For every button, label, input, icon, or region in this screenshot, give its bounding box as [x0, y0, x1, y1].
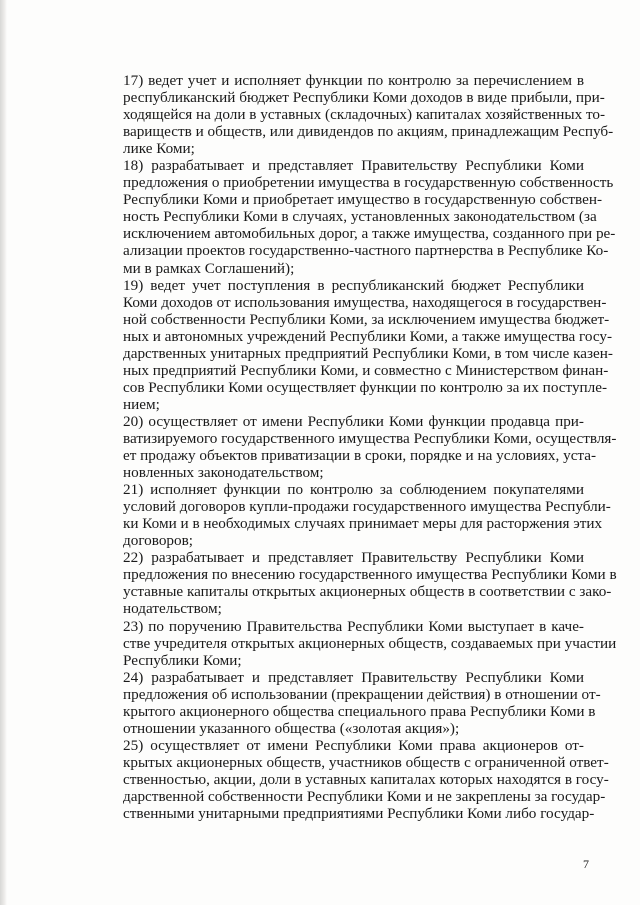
text-line: предложения по внесению государственного имущества Республики Коми в: [123, 566, 617, 584]
text-line: 23) по поручению Правительства Республики Коми выступает в каче-: [123, 617, 584, 635]
text-line: ми в рамках Соглашений);: [123, 259, 295, 277]
text-line: ственностью, акции, доли в уставных капиталах которых находятся в госу-: [123, 770, 609, 788]
paragraph-18: [91, 157, 616, 277]
page-number: 7: [583, 857, 589, 871]
text-line: 19) ведет учет поступления в республиканский бюджет Республики: [123, 276, 584, 294]
text-line: ходящейся на доли в уставных (складочных) капиталах хозяйственных то-: [123, 106, 606, 124]
text-line: крытого акционерного общества специального права Республики Коми в: [123, 702, 596, 720]
text-line: дарственной собственности Республики Коми и не закреплены за государ-: [123, 787, 606, 805]
text-line: 25) осуществляет от имени Республики Коми права акционеров от-: [123, 736, 584, 754]
text-line: ных и автономных учреждений Республики Коми, а также имущества госу-: [123, 327, 613, 345]
text-line: ность Республики Коми в случаях, установленных законодательством (за: [123, 208, 597, 226]
text-line: крытых акционерных обществ, участников обществ с ограниченной ответ-: [123, 753, 609, 771]
paragraph-23: [91, 617, 617, 669]
text-line: 17) ведет учет и исполняет функции по контролю за перечислением в: [123, 72, 584, 89]
text-line: дарственных унитарных предприятий Республики Коми, в том числе казен-: [123, 344, 613, 362]
text-line: республиканский бюджет Республики Коми доходов в виде прибыли, при-: [123, 89, 605, 107]
text-line: отношении указанного общества («золотая акция»);: [123, 719, 460, 737]
paragraph-19: [91, 276, 613, 413]
text-line: Коми доходов от использования имущества, находящегося в государствен-: [123, 293, 607, 311]
text-line: сов Республики Коми осуществляет функции по контролю за их поступле-: [123, 378, 608, 396]
text-line: нодательством;: [123, 600, 222, 618]
text-line: 18) разрабатывает и представляет Правительству Республики Коми: [123, 157, 584, 175]
paragraph-20: [91, 412, 617, 482]
text-line: условий договоров купли-продажи государственного имущества Республи-: [123, 498, 611, 516]
text-line: стве учредителя открытых акционерных обществ, создаваемых при участии: [123, 634, 617, 652]
paragraph-24: [91, 668, 601, 737]
text-line: предложения об использовании (прекращении действия) в отношении от-: [123, 685, 601, 703]
text-line: ки Коми и в необходимых случаях принимает меры для расторжения этих: [123, 515, 603, 533]
text-line: ственными унитарными предприятиями Республики Коми либо государ-: [123, 805, 595, 823]
text-line: лике Коми;: [123, 140, 195, 158]
text-line: предложения о приобретении имущества в государственную собственность: [123, 174, 614, 192]
text-line: уставные капиталы открытых акционерных обществ в соответствии с зако-: [123, 583, 612, 601]
text-line: 20) осуществляет от имени Республики Коми функции продавца при-: [123, 412, 584, 430]
text-line: 21) исполняет функции по контролю за соблюдением покупателями: [123, 481, 584, 499]
text-line: Республики Коми;: [123, 651, 242, 669]
text-line: ализации проектов государственно-частного партнерства в Республике Ко-: [123, 242, 609, 260]
text-line: вариществ и обществ, или дивидендов по акциям, принадлежащим Респуб-: [123, 123, 614, 141]
text-line: 24) разрабатывает и представляет Правительству Республики Коми: [123, 668, 584, 686]
document-body: [91, 72, 617, 823]
text-line: новленных законодательством;: [123, 464, 324, 482]
text-line: нием;: [123, 395, 160, 413]
paragraph-17: [91, 72, 614, 158]
text-line: ных предприятий Республики Коми, и совместно с Министерством финан-: [123, 361, 609, 379]
paragraph-21: [91, 481, 611, 550]
text-line: 22) разрабатывает и представляет Правительству Республики Коми: [123, 549, 584, 567]
paragraph-22: [91, 549, 617, 618]
text-line: договоров;: [123, 532, 194, 550]
text-line: ной собственности Республики Коми, за исключением имущества бюджет-: [123, 310, 610, 328]
paragraph-25: [91, 736, 609, 823]
scan-edge-shadow: [0, 0, 7, 905]
text-line: ватизируемого государственного имущества Республики Коми, осуществля-: [123, 429, 617, 447]
text-line: ет продажу объектов приватизации в сроки, порядке и на условиях, уста-: [123, 447, 597, 465]
text-line: Республики Коми и приобретает имущество в государственную собствен-: [123, 191, 603, 209]
text-line: исключением автомобильных дорог, а также имущества, созданного при ре-: [123, 225, 616, 243]
